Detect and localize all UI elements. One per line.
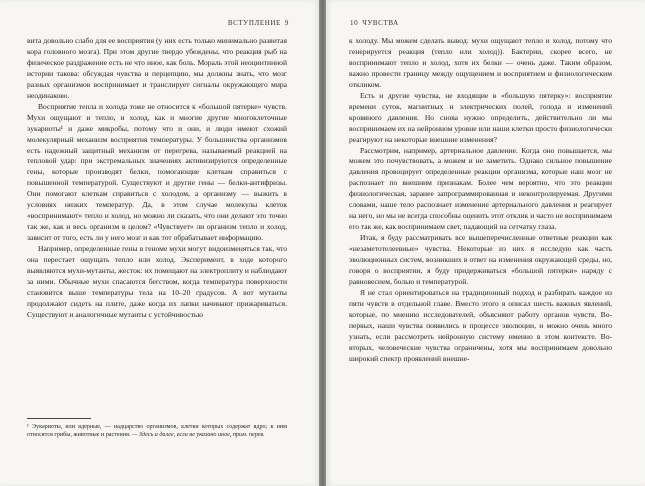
right-running-header	[350, 19, 399, 27]
right-page-number: 10	[350, 19, 359, 27]
right-paragraph: Я не стал ориентироваться на традиционный подход и разбирать каждое из пяти чувств в отдельной главе. Вместо этого я описал шесть важных явлений, которые, по мнению исследователей, объясняют работу органов чувств. Во-первых, наши чувства появились в процессе эволюции, и можно очень много узнать, если рассмотреть нейронную систему именно в этом контексте. Во-вторых, человеческие чувства ограничены, хотя мы воспринимаем довольно широкий спектр проявлений внешне-	[349, 287, 612, 363]
footnote-text: ¹ Эукариоты, или ядерные, — надцарство организмов, клетки которых содержат ядро; к ним относятся грибы, животные и растения.	[27, 424, 287, 439]
left-page	[0, 0, 319, 486]
footnote-translator-note: — Здесь и далее, если не указано иное, прим. перев.	[131, 432, 265, 439]
left-page-number: 9	[284, 19, 289, 27]
left-chapter-title: ВСТУПЛЕНИЕ	[227, 19, 281, 27]
right-paragraph: Есть и другие чувства, не входящие в «большую пятерку»: восприятие времени суток, магнитных и электрических полей, голода и изменений кровяного давления. Но снова нужно определить, действительно ли мы воспринимаем их на нейронном уровне или наши клетки просто физиологически реагируют на некоторые внешние изменения?	[349, 90, 612, 144]
right-paragraph: к холоду. Мы можем сделать вывод: мухи ощущают тепло и холод, потому что генерируется реакция (тепло или холод)). Бактерии, скорее всего, не воспринимают тепло и холод, хотя их белки — очень даже. Таким образом, важно провести границу между ощущением и восприятием и физиологическим откликом.	[349, 36, 612, 89]
right-page	[326, 0, 645, 486]
left-paragraph: Восприятие тепла и холода тоже не относится к «большой пятерке» чувств. Мухи ощущают и тепло, и холод, как и многие другие многоклеточные эукариоты¹ и даже микробы, потому что и они, и люди имеют схожий молекулярный механизм восприятия температуры. У большинства организмов есть надежный защитный механизм от перегрева, называемый реакцией на тепловой удар: при экстремальных значениях активизируются определенные гены, которые производят белки, помогающие клеткам справиться с повышенной температурой. Существуют и другие гены — белки-антифризы. Они помогают клеткам справиться с холодом, а организму — выжить в условиях низких температур. Да, в этом случае молекулы клеток «воспринимают» тепло и холод, но можно ли сказать, что они делают это точно так же, как и весь организм в целом? «Чувствует» ли организм тепло и холод, зависит от того, есть ли у него мозг и как тот обрабатывает информацию.	[27, 101, 287, 243]
footnote	[27, 423, 287, 439]
right-paragraph: Рассмотрим, например, артериальное давление. Когда оно повышается, мы можем это почувствовать, а можем и не заметить. Однако сильное повышение давления провоцирует определенные реакции организма, которые наш мозг не распознает по внешним признакам. Более чем вероятно, что это реакции физиологическая, заранее запрограммированная и неконтролируемая. Другими словами, наше тело распознает изменение артериального давления и реагирует на него, но мы не всегда способны оценить этот отклик и часто не воспринимаем его так же, как воспринимаем свет, падающий на сетчатку глаза.	[349, 145, 612, 232]
right-body-text	[349, 36, 612, 365]
book-gutter	[319, 0, 326, 486]
right-chapter-title: ЧУВСТВА	[362, 19, 399, 27]
left-body-text	[27, 36, 287, 321]
right-paragraph: Итак, я буду рассматривать все вышеперечисленные ответные реакции как «незаметотелеевиые» чувства. Некоторые из них я исследую как часть эволюционных систем, возникших в ответ на изменения окружающей среды, но, говоря о восприятии, я буду придерживаться «большой пятерки» наряду с равновесием, болью и температурой.	[349, 233, 612, 286]
left-paragraph: Например, определенные гены в геноме мухи могут видоизменяться так, что она перестает ощущать тепло или холод. Эксперимент, в ходе которого выявляются мухи-мутанты, жесток: их помещают на электроплиту и наблюдают за ними. Обычные мухи спасаются бегством, когда температура поверхности становится выше температуры тела на 10–20 градусов. А вот мутанты продолжают сидеть на плите, даже когда их лапки начинают прижариваться. Существуют и аналогичные мутанты с устойчивостью	[27, 244, 287, 319]
footnote-rule	[27, 418, 91, 419]
left-paragraph: вита довольно слабо для ее восприятия (у них есть только минимально развитая кора головного мозга). При этом другие твердо убеждены, что реакция рыб на физическое раздражение есть не что иное, как боль. Мораль этой неоцинтинной истории такова: обсуждая чувства и перцепцию, мы должны знать, что мозг разных организмов воспринимает и транслирует сигналы окружающего мира неодинаково.	[27, 36, 287, 100]
left-running-header	[228, 19, 293, 27]
